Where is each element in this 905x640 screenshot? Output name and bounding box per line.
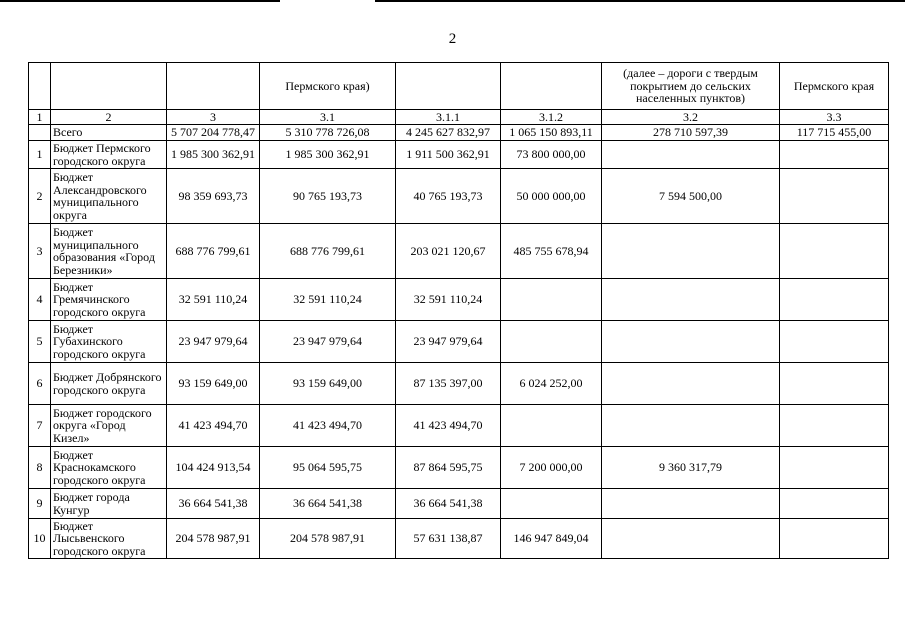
amount-cell: 23 947 979,64 <box>260 321 396 363</box>
amount-cell <box>780 447 889 489</box>
top-rule-left <box>0 0 280 2</box>
amount-cell: 1 911 500 362,91 <box>396 141 501 169</box>
amount-cell: 98 359 693,73 <box>167 169 260 224</box>
amount-cell: 104 424 913,54 <box>167 447 260 489</box>
column-number-cell: 1 <box>29 110 51 125</box>
amount-cell <box>780 405 889 447</box>
amount-cell <box>780 169 889 224</box>
budget-table <box>28 62 889 559</box>
amount-cell <box>501 279 602 321</box>
amount-cell <box>602 141 780 169</box>
total-value: 5 310 778 726,08 <box>260 125 396 141</box>
amount-cell: 36 664 541,38 <box>260 489 396 519</box>
amount-cell <box>602 321 780 363</box>
amount-cell: 73 800 000,00 <box>501 141 602 169</box>
column-number-cell: 3.2 <box>602 110 780 125</box>
total-value: 117 715 455,00 <box>780 125 889 141</box>
row-number: 2 <box>29 169 51 224</box>
amount-cell: 32 591 110,24 <box>260 279 396 321</box>
amount-cell <box>780 224 889 279</box>
amount-cell: 485 755 678,94 <box>501 224 602 279</box>
table-row <box>29 279 889 321</box>
amount-cell <box>780 489 889 519</box>
header-cell: Пермского края <box>780 63 889 110</box>
header-cell <box>29 63 51 110</box>
header-cell <box>501 63 602 110</box>
amount-cell <box>780 321 889 363</box>
row-number: 9 <box>29 489 51 519</box>
table-row <box>29 489 889 519</box>
amount-cell: 204 578 987,91 <box>167 519 260 559</box>
amount-cell: 40 765 193,73 <box>396 169 501 224</box>
amount-cell: 32 591 110,24 <box>396 279 501 321</box>
amount-cell: 204 578 987,91 <box>260 519 396 559</box>
amount-cell <box>602 224 780 279</box>
amount-cell: 57 631 138,87 <box>396 519 501 559</box>
header-cell <box>396 63 501 110</box>
total-value <box>29 125 51 141</box>
column-number-cell: 3 <box>167 110 260 125</box>
amount-cell: 90 765 193,73 <box>260 169 396 224</box>
amount-cell <box>780 363 889 405</box>
amount-cell: 1 985 300 362,91 <box>167 141 260 169</box>
table-row <box>29 141 889 169</box>
table-row <box>29 169 889 224</box>
top-rule-right <box>375 0 905 2</box>
budget-name: Бюджет Пермского городского округа <box>51 141 167 169</box>
amount-cell: 32 591 110,24 <box>167 279 260 321</box>
budget-name: Бюджет Лысьвенского городского округа <box>51 519 167 559</box>
row-number: 3 <box>29 224 51 279</box>
budget-name: Бюджет Губахинского городского округа <box>51 321 167 363</box>
amount-cell: 9 360 317,79 <box>602 447 780 489</box>
amount-cell: 50 000 000,00 <box>501 169 602 224</box>
amount-cell <box>780 279 889 321</box>
row-number: 5 <box>29 321 51 363</box>
page-number: 2 <box>448 31 457 47</box>
header-cell: Пермского края) <box>260 63 396 110</box>
row-number: 1 <box>29 141 51 169</box>
amount-cell: 203 021 120,67 <box>396 224 501 279</box>
amount-cell: 36 664 541,38 <box>167 489 260 519</box>
budget-name: Бюджет Краснокамского городского округа <box>51 447 167 489</box>
amount-cell <box>780 519 889 559</box>
amount-cell <box>602 489 780 519</box>
amount-cell <box>501 321 602 363</box>
amount-cell: 36 664 541,38 <box>396 489 501 519</box>
total-label: Всего <box>51 125 167 141</box>
amount-cell <box>780 141 889 169</box>
header-cell <box>51 63 167 110</box>
amount-cell: 87 864 595,75 <box>396 447 501 489</box>
table-row <box>29 363 889 405</box>
budget-name: Бюджет муниципального образования «Город Березники» <box>51 224 167 279</box>
amount-cell <box>602 519 780 559</box>
header-cell <box>167 63 260 110</box>
row-number: 4 <box>29 279 51 321</box>
amount-cell <box>501 405 602 447</box>
amount-cell: 41 423 494,70 <box>396 405 501 447</box>
total-value: 1 065 150 893,11 <box>501 125 602 141</box>
row-number: 8 <box>29 447 51 489</box>
amount-cell: 93 159 649,00 <box>260 363 396 405</box>
amount-cell: 146 947 849,04 <box>501 519 602 559</box>
column-number-cell: 3.3 <box>780 110 889 125</box>
budget-name: Бюджет Добрянского городского округа <box>51 363 167 405</box>
amount-cell: 95 064 595,75 <box>260 447 396 489</box>
budget-name: Бюджет Гремячинского городского округа <box>51 279 167 321</box>
budget-name: Бюджет городского округа «Город Кизел» <box>51 405 167 447</box>
amount-cell: 41 423 494,70 <box>167 405 260 447</box>
row-number: 6 <box>29 363 51 405</box>
column-number-row <box>29 110 889 125</box>
amount-cell: 688 776 799,61 <box>260 224 396 279</box>
column-number-cell: 3.1.1 <box>396 110 501 125</box>
budget-name: Бюджет города Кунгур <box>51 489 167 519</box>
amount-cell: 6 024 252,00 <box>501 363 602 405</box>
budget-name: Бюджет Александровского муниципального округа <box>51 169 167 224</box>
table-row <box>29 447 889 489</box>
total-value: 278 710 597,39 <box>602 125 780 141</box>
header-continuation-row <box>29 63 889 110</box>
column-number-cell: 3.1 <box>260 110 396 125</box>
amount-cell: 688 776 799,61 <box>167 224 260 279</box>
column-number-cell: 2 <box>51 110 167 125</box>
table-row <box>29 405 889 447</box>
amount-cell: 23 947 979,64 <box>167 321 260 363</box>
column-number-cell: 3.1.2 <box>501 110 602 125</box>
total-value: 4 245 627 832,97 <box>396 125 501 141</box>
amount-cell <box>602 363 780 405</box>
table-row <box>29 321 889 363</box>
table-row <box>29 519 889 559</box>
amount-cell <box>602 279 780 321</box>
amount-cell: 23 947 979,64 <box>396 321 501 363</box>
amount-cell <box>602 405 780 447</box>
amount-cell <box>501 489 602 519</box>
table-row <box>29 224 889 279</box>
total-value: 5 707 204 778,47 <box>167 125 260 141</box>
amount-cell: 87 135 397,00 <box>396 363 501 405</box>
amount-cell: 93 159 649,00 <box>167 363 260 405</box>
row-number: 7 <box>29 405 51 447</box>
total-row <box>29 125 889 141</box>
amount-cell: 1 985 300 362,91 <box>260 141 396 169</box>
amount-cell: 7 200 000,00 <box>501 447 602 489</box>
row-number: 10 <box>29 519 51 559</box>
amount-cell: 7 594 500,00 <box>602 169 780 224</box>
amount-cell: 41 423 494,70 <box>260 405 396 447</box>
header-cell: (далее – дороги с твердым покрытием до сельских населенных пунктов) <box>602 63 780 110</box>
